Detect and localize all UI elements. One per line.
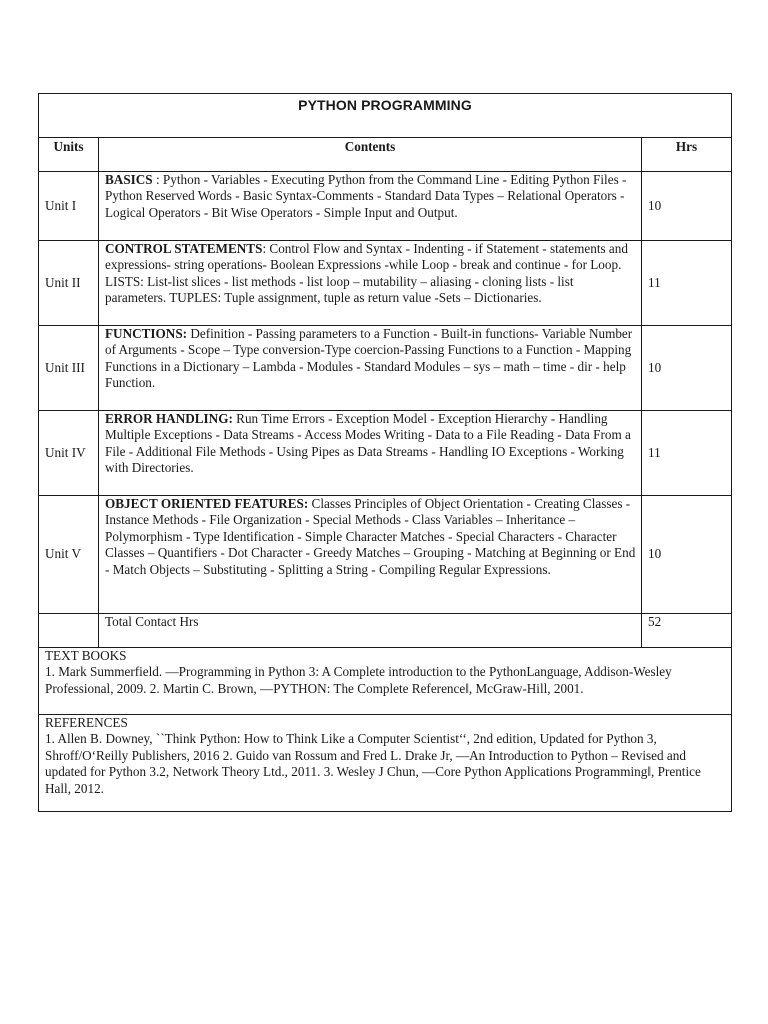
header-hrs: Hrs bbox=[642, 138, 732, 172]
total-value: 52 bbox=[642, 614, 732, 648]
unit-name: Unit II bbox=[39, 241, 99, 326]
header-units: Units bbox=[39, 138, 99, 172]
unit-hrs: 10 bbox=[642, 172, 732, 241]
references-body: 1. Allen B. Downey, ``Think Python: How to Think Like a Computer Scientist‘‘, 2nd edition, Updated for Python 3, Shroff/O‘Reilly Publishers, 2016 2. Guido van Rossum and Fred L. Drake Jr, ―An Introduction to Python – Revised and updated for Python 3.2, Network Theory Ltd., 2011. 3. Wesley J Chun, ―Core Python Applications Programming‖, Prentice Hall, 2012. bbox=[45, 731, 701, 796]
text-books-cell bbox=[39, 648, 732, 715]
total-row bbox=[39, 614, 732, 648]
unit-body: Python - Variables - Executing Python from the Command Line - Editing Python Files - Python Reserved Words - Basic Syntax-Comments - Standard Data Types – Relational Operators - Logical Operators - Bit Wise Operators - Simple Input and Output. bbox=[105, 172, 627, 220]
title-cell bbox=[39, 94, 732, 138]
text-books-label: TEXT BOOKS bbox=[45, 648, 127, 663]
unit-hrs: 11 bbox=[642, 411, 732, 496]
total-empty-cell bbox=[39, 614, 99, 648]
unit-heading: ERROR HANDLING: bbox=[105, 411, 233, 426]
header-contents: Contents bbox=[99, 138, 642, 172]
unit-body: Run Time Errors - Exception Model - Exception Hierarchy - Handling Multiple Exceptions - Data Streams - Access Modes Writing - Data to a File Reading - Data From a File - Additional File Methods - Using Pipes as Data Streams - Handling IO Exceptions - Working with Directories. bbox=[105, 411, 631, 476]
document-title: PYTHON PROGRAMMING bbox=[298, 97, 472, 113]
unit-body: Definition - Passing parameters to a Function - Built-in functions- Variable Number of Arguments - Scope – Type conversion-Type coercion-Passing Functions to a Function - Mapping Functions in a Dictionary – Lambda - Modules - Standard Modules – sys – math – time - dir - help Function. bbox=[105, 326, 633, 391]
unit-content bbox=[99, 411, 642, 496]
unit-row-3 bbox=[39, 326, 732, 411]
syllabus-table bbox=[38, 93, 732, 812]
unit-name: Unit III bbox=[39, 326, 99, 411]
unit-row-2 bbox=[39, 241, 732, 326]
unit-content bbox=[99, 241, 642, 326]
header-row bbox=[39, 138, 732, 172]
unit-heading: BASICS bbox=[105, 172, 153, 187]
unit-heading: OBJECT ORIENTED FEATURES: bbox=[105, 496, 309, 511]
unit-row-4 bbox=[39, 411, 732, 496]
unit-hrs: 10 bbox=[642, 496, 732, 614]
unit-hrs: 10 bbox=[642, 326, 732, 411]
text-books-body: 1. Mark Summerfield. ―Programming in Python 3: A Complete introduction to the PythonLanguage, Addison-Wesley Professional, 2009. 2. Martin C. Brown, ―PYTHON: The Complete Reference‖, McGraw-Hill, 2001. bbox=[45, 664, 672, 696]
unit-body: Classes Principles of Object Orientation - Creating Classes - Instance Methods - File Organization - Special Methods - Class Variables – Inheritance – Polymorphism - Type Identification - Simple Character Matches - Special Characters - Character Classes – Quantifiers - Dot Character - Greedy Matches – Grouping - Matching at Beginning or End - Match Objects – Substituting - Splitting a String - Compiling Regular Expressions. bbox=[105, 496, 636, 577]
references-row bbox=[39, 715, 732, 812]
unit-content bbox=[99, 496, 642, 614]
unit-body: Control Flow and Syntax - Indenting - if Statement - statements and expressions- string operations- Boolean Expressions -while Loop - break and continue - for Loop. LISTS: List-list slices - list methods - list loop – mutability – aliasing - cloning lists - list parameters. TUPLES: Tuple assignment, tuple as return value -Sets – Dictionaries. bbox=[105, 241, 628, 306]
unit-content bbox=[99, 172, 642, 241]
references-cell bbox=[39, 715, 732, 812]
unit-name: Unit I bbox=[39, 172, 99, 241]
total-label: Total Contact Hrs bbox=[99, 614, 642, 648]
text-books-row bbox=[39, 648, 732, 715]
unit-name: Unit IV bbox=[39, 411, 99, 496]
title-row bbox=[39, 94, 732, 138]
unit-hrs: 11 bbox=[642, 241, 732, 326]
unit-heading: CONTROL STATEMENTS bbox=[105, 241, 263, 256]
unit-heading: FUNCTIONS: bbox=[105, 326, 188, 341]
unit-content bbox=[99, 326, 642, 411]
references-label: REFERENCES bbox=[45, 715, 128, 730]
unit-row-5 bbox=[39, 496, 732, 614]
unit-row-1 bbox=[39, 172, 732, 241]
unit-separator: : bbox=[152, 172, 163, 187]
unit-separator: : bbox=[262, 241, 270, 256]
unit-name: Unit V bbox=[39, 496, 99, 614]
